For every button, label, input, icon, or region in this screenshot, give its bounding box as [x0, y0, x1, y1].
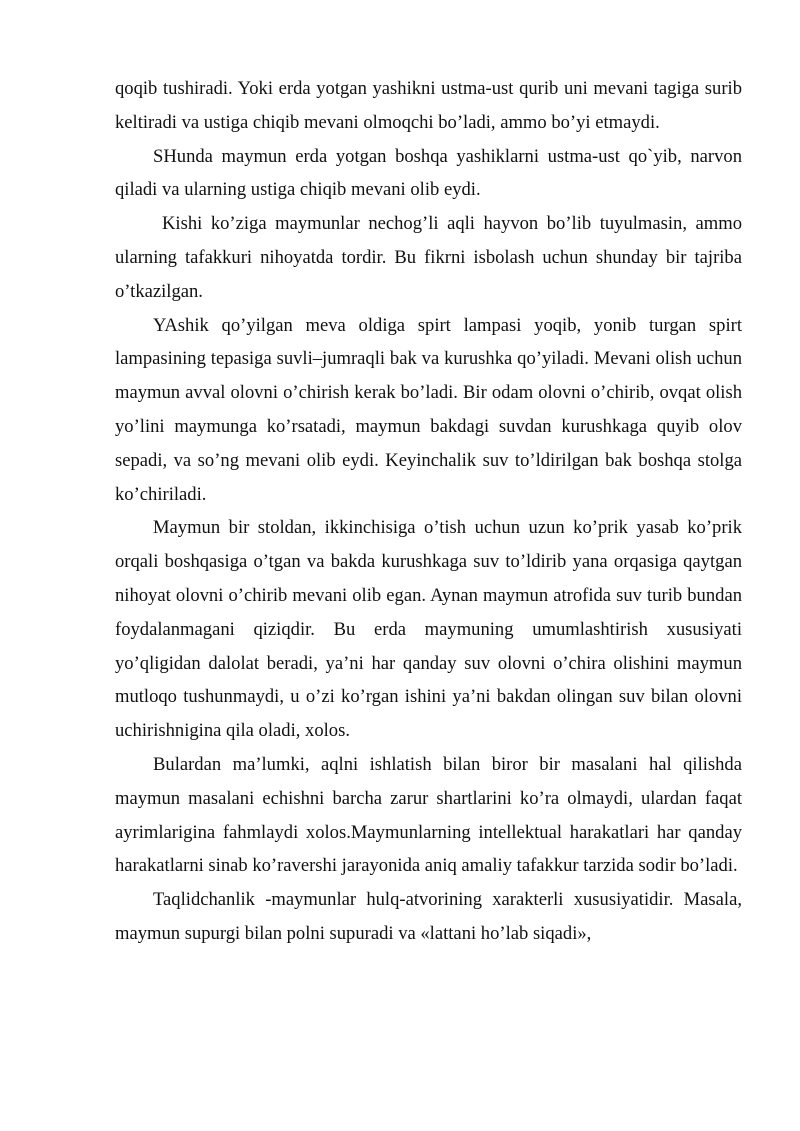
paragraph-bulardan: Bulardan ma’lumki, aqlni ishlatish bilan biror bir masalani hal qilishda maymun masalani echishni barcha zarur shartlarini ko’ra olmaydi, ulardan faqat ayrimlarigina fahmlaydi xolos.Maymunlarning intellektual harakatlari har qanday harakatlarni sinab ko’ravershi jarayonida aniq amaliy tafakkur tarzida sodir bo’ladi. — [115, 753, 742, 877]
paragraph-maymun-bir: Maymun bir stoldan, ikkinchisiga o’tish uchun uzun ko’prik yasab ko’prik orqali boshqasiga o’tgan va bakda kurushkaga suv to’ldirib yana orqasiga qaytgan nihoyat olovni o’chirib mevani olib egan. Aynan maymun atrofida suv turib bundan foydalanmagani qiziqdir. Bu erda maymuning umumlashtirish xususiyati yo’qligidan dalolat beradi, ya’ni har qanday suv olovni o’chira olishini maymun mutloqo tushunmaydi, u o’zi ko’rgan ishini ya’ni bakdan olingan suv bilan olovni uchirishnigina qila oladi, xolos. — [115, 517, 742, 742]
paragraph-taqlidchanlik: Taqlidchanlik -maymunlar hulq-atvorining xarakterli xususiyatidir. Masala, maymun supurgi bilan polni supuradi va «lattani ho’lab siqadi», — [115, 889, 742, 944]
document-page — [115, 72, 742, 951]
paragraph-continuation: qoqib tushiradi. Yoki erda yotgan yashikni ustma-ust qurib uni mevani tagiga surib keltiradi va ustiga chiqib mevani olmoqchi bo’ladi, ammo bo’yi etmaydi. — [115, 78, 742, 133]
paragraph-shunda: SHunda maymun erda yotgan boshqa yashiklarni ustma-ust qo`yib, narvon qiladi va ularning ustiga chiqib mevani olib eydi. — [115, 145, 742, 201]
paragraph-yashik: YAshik qo’yilgan meva oldiga spirt lampasi yoqib, yonib turgan spirt lampasining tepasiga suvli–jumraqli bak va kurushka qo’yiladi. Mevani olish uchun maymun avval olovni o’chirish kerak bo’ladi. Bir odam olovni o’chirib, ovqat olish yo’lini maymunga ko’rsatadi, maymun bakdagi suvdan kurushkaga quyib olov sepadi, va so’ng mevani olib eydi. Keyinchalik suv to’ldirilgan bak boshqa stolga ko’chiriladi. — [115, 314, 742, 505]
paragraph-kishi: Kishi ko’ziga maymunlar nechog’li aqli hayvon bo’lib tuyulmasin, ammo ularning tafakkuri nihoyatda tordir. Bu fikrni isbolash uchun shunday bir tajriba o’tkazilgan. — [115, 213, 742, 302]
